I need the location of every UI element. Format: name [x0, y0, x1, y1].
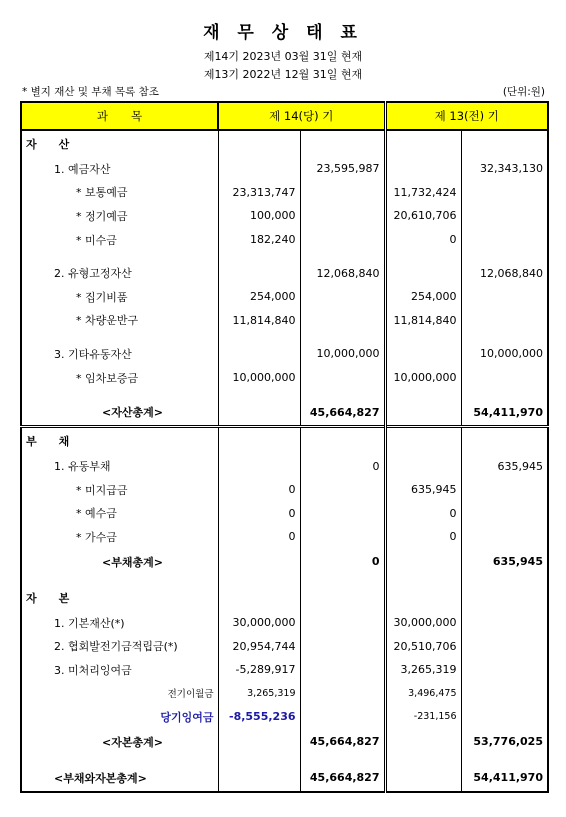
unit-label: (단위:원) — [502, 86, 545, 98]
group-prev: 32,343,130 — [461, 157, 548, 181]
table-row — [21, 181, 548, 205]
item-name: * 가수금 — [21, 525, 218, 549]
item-cur: 0 — [218, 478, 300, 502]
grand-total-label: <부채와자본총계> — [21, 765, 218, 792]
header-current: 제 14(당) 기 — [218, 102, 385, 130]
total-cur: 45,664,827 — [300, 399, 385, 427]
group-cur: 10,000,000 — [300, 342, 385, 366]
group-name: 3. 기타유동자산 — [21, 342, 218, 366]
total-label: <부채총계> — [21, 549, 218, 575]
section-label: 자 본 — [21, 585, 218, 611]
item-name: 3. 미처리잉여금 — [21, 658, 218, 682]
surplus-name: 당기잉여금 — [21, 705, 218, 729]
item-prev: 20,510,706 — [385, 634, 461, 658]
assets-total-row — [21, 399, 548, 427]
item-cur: 11,814,840 — [218, 309, 300, 333]
period-current: 제14기 2023년 03월 31일 현재 — [203, 50, 363, 63]
item-cur: 10,000,000 — [218, 366, 300, 390]
balance-sheet-table — [20, 101, 549, 793]
table-row — [21, 658, 548, 682]
section-equity-row — [21, 585, 548, 611]
reference-note: * 별지 재산 및 부채 목록 참조 — [22, 86, 159, 98]
group-prev: 12,068,840 — [461, 261, 548, 285]
liabilities-total-row — [21, 549, 548, 575]
page-title: 재 무 상 태 표 — [203, 23, 363, 43]
item-cur: 23,313,747 — [218, 181, 300, 205]
group-cur: 23,595,987 — [300, 157, 385, 181]
item-cur: 30,000,000 — [218, 611, 300, 635]
item-name: * 예수금 — [21, 502, 218, 526]
item-prev: 635,945 — [385, 478, 461, 502]
total-label: <자본총계> — [21, 729, 218, 755]
table-row — [21, 611, 548, 635]
total-prev: 635,945 — [461, 549, 548, 575]
group-name: 1. 유동부채 — [21, 454, 218, 478]
total-cur: 0 — [300, 549, 385, 575]
group-prev: 635,945 — [461, 454, 548, 478]
carry-cur: 3,265,319 — [218, 682, 300, 706]
table-row — [21, 342, 548, 366]
item-name: * 미수금 — [21, 228, 218, 252]
group-cur: 12,068,840 — [300, 261, 385, 285]
item-cur: 20,954,744 — [218, 634, 300, 658]
table-row — [21, 634, 548, 658]
table-row — [21, 285, 548, 309]
section-assets-row — [21, 130, 548, 157]
period-prior: 제13기 2022년 12월 31일 현재 — [203, 68, 363, 81]
header-prior: 제 13(전) 기 — [385, 102, 548, 130]
header-account: 과 목 — [21, 102, 218, 130]
item-prev: 30,000,000 — [385, 611, 461, 635]
item-name: * 정기예금 — [21, 204, 218, 228]
item-name: * 미지급금 — [21, 478, 218, 502]
table-row — [21, 366, 548, 390]
table-row — [21, 502, 548, 526]
item-prev: 11,814,840 — [385, 309, 461, 333]
group-name: 1. 예금자산 — [21, 157, 218, 181]
table-row — [21, 682, 548, 706]
carry-prev: 3,496,475 — [385, 682, 461, 706]
table-row — [21, 309, 548, 333]
item-prev: 254,000 — [385, 285, 461, 309]
total-cur: 45,664,827 — [300, 729, 385, 755]
table-row — [21, 525, 548, 549]
item-prev: 0 — [385, 525, 461, 549]
item-cur: -5,289,917 — [218, 658, 300, 682]
item-name: * 임차보증금 — [21, 366, 218, 390]
item-name: 2. 협회발전기금적립금(*) — [21, 634, 218, 658]
item-name: * 집기비품 — [21, 285, 218, 309]
section-label: 부 채 — [21, 427, 218, 455]
total-label: <자산총계> — [21, 399, 218, 427]
section-label: 자 산 — [21, 130, 218, 157]
table-row — [21, 454, 548, 478]
group-prev: 10,000,000 — [461, 342, 548, 366]
grand-total-prev: 54,411,970 — [461, 765, 548, 792]
table-row — [21, 478, 548, 502]
table-row — [21, 228, 548, 252]
item-prev: 0 — [385, 228, 461, 252]
equity-total-row — [21, 729, 548, 755]
item-cur: 182,240 — [218, 228, 300, 252]
table-row — [21, 204, 548, 228]
item-prev: 20,610,706 — [385, 204, 461, 228]
item-name: * 차량운반구 — [21, 309, 218, 333]
item-cur: 0 — [218, 502, 300, 526]
total-prev: 53,776,025 — [461, 729, 548, 755]
item-prev: 3,265,319 — [385, 658, 461, 682]
item-cur: 100,000 — [218, 204, 300, 228]
item-prev: 10,000,000 — [385, 366, 461, 390]
carry-name: 전기이월금 — [21, 682, 218, 706]
group-cur: 0 — [300, 454, 385, 478]
item-prev: 11,732,424 — [385, 181, 461, 205]
surplus-cur: -8,555,236 — [218, 705, 300, 729]
group-name: 2. 유형고정자산 — [21, 261, 218, 285]
item-name: * 보통예금 — [21, 181, 218, 205]
table-header-row — [21, 102, 548, 130]
item-name: 1. 기본재산(*) — [21, 611, 218, 635]
grand-total-row — [21, 765, 548, 792]
grand-total-cur: 45,664,827 — [300, 765, 385, 792]
section-liabilities-row — [21, 427, 548, 455]
table-row — [21, 705, 548, 729]
item-prev: 0 — [385, 502, 461, 526]
total-prev: 54,411,970 — [461, 399, 548, 427]
table-row — [21, 261, 548, 285]
item-cur: 0 — [218, 525, 300, 549]
table-row — [21, 157, 548, 181]
item-cur: 254,000 — [218, 285, 300, 309]
surplus-prev: -231,156 — [385, 705, 461, 729]
